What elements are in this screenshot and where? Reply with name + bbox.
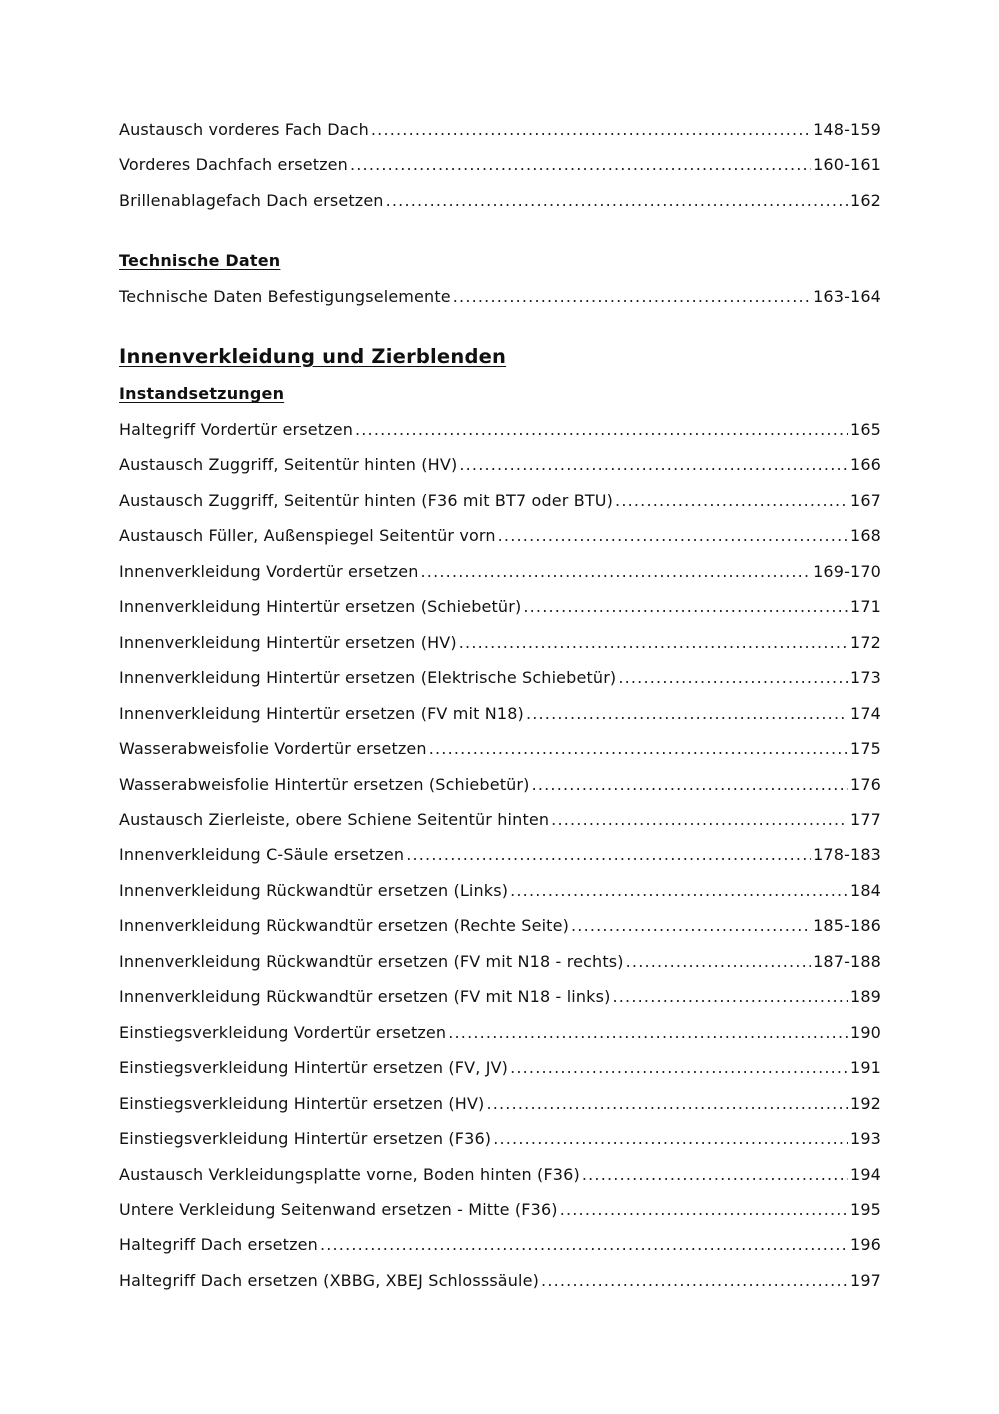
- toc-entry-page: 189: [850, 987, 881, 1007]
- toc-entry[interactable]: [119, 1058, 881, 1078]
- toc-entry-page: 169-170: [813, 561, 881, 581]
- toc-entry[interactable]: [119, 739, 881, 759]
- toc-entry[interactable]: [119, 1094, 881, 1114]
- toc-entry[interactable]: [119, 845, 881, 865]
- toc-leader-dots: [582, 1165, 848, 1185]
- toc-entry-page: 194: [850, 1164, 881, 1184]
- toc-entry[interactable]: [119, 526, 881, 546]
- toc-entry-title: Innenverkleidung Hintertür ersetzen (HV): [119, 632, 457, 652]
- toc-leader-dots: [371, 120, 811, 140]
- toc-leader-dots: [510, 1058, 848, 1078]
- toc-entry-title: Innenverkleidung Hintertür ersetzen (FV mit N18): [119, 703, 524, 723]
- toc-entry[interactable]: [119, 810, 881, 830]
- toc-entry-page: 176: [850, 774, 881, 794]
- toc-leader-dots: [459, 633, 848, 653]
- toc-entry-page: 185-186: [813, 916, 881, 936]
- toc-entry-page: 195: [850, 1199, 881, 1219]
- toc-entry-title: Brillenablagefach Dach ersetzen: [119, 191, 384, 210]
- toc-entry[interactable]: [119, 120, 881, 140]
- toc-entry-title: Austausch Zierleiste, obere Schiene Seitentür hinten: [119, 810, 550, 829]
- toc-entry-page: 184: [850, 880, 881, 900]
- toc-entry[interactable]: [119, 491, 881, 511]
- toc-entry-page: 166: [850, 455, 881, 475]
- toc-entry-title: Wasserabweisfolie Hintertür ersetzen (Schiebetür): [119, 774, 530, 794]
- toc-leader-dots: [486, 1094, 848, 1114]
- toc-entry-page: 165: [850, 420, 881, 439]
- toc-entry-page: 177: [850, 810, 881, 829]
- toc-entry-page: 148-159: [813, 120, 881, 139]
- toc-entry[interactable]: [119, 668, 881, 688]
- toc-entry-page: 175: [850, 739, 881, 758]
- toc-entry[interactable]: [119, 562, 881, 582]
- toc-entry[interactable]: [119, 1235, 881, 1255]
- toc-entry[interactable]: [119, 1165, 881, 1185]
- toc-entry-page: 190: [850, 1022, 881, 1042]
- toc-leader-dots: [448, 1023, 848, 1043]
- chapter-heading: Innenverkleidung und Zierblenden: [119, 345, 507, 368]
- toc-entry[interactable]: [119, 1023, 881, 1043]
- toc-leader-dots: [612, 987, 848, 1007]
- toc-entry-page: 171: [850, 597, 881, 617]
- toc-entry-page: 173: [850, 668, 881, 688]
- toc-entry-title: Innenverkleidung Vordertür ersetzen: [119, 561, 419, 581]
- toc-entry-page: 168: [850, 526, 881, 546]
- toc-entry-title: Einstiegsverkleidung Hintertür ersetzen (HV): [119, 1093, 485, 1113]
- toc-leader-dots: [493, 1129, 848, 1149]
- toc-entry-title: Innenverkleidung C-Säule ersetzen: [119, 845, 405, 865]
- toc-leader-dots: [406, 845, 811, 865]
- toc-leader-dots: [626, 952, 811, 972]
- toc-entry[interactable]: [119, 916, 881, 936]
- section-heading-technische-daten: Technische Daten: [119, 251, 281, 270]
- toc-leader-dots: [421, 562, 812, 582]
- toc-entry-page: 178-183: [813, 845, 881, 865]
- toc-entry-title: Innenverkleidung Rückwandtür ersetzen (Links): [119, 880, 509, 900]
- toc-entry[interactable]: [119, 987, 881, 1007]
- toc-entry[interactable]: [119, 597, 881, 617]
- toc-entry-title: Innenverkleidung Rückwandtür ersetzen (Rechte Seite): [119, 916, 569, 936]
- toc-entry-page: 162: [850, 191, 881, 210]
- toc-entry-title: Innenverkleidung Rückwandtür ersetzen (FV mit N18 - rechts): [119, 951, 624, 971]
- toc-entry[interactable]: [119, 287, 881, 307]
- toc-leader-dots: [386, 191, 848, 211]
- toc-leader-dots: [429, 739, 848, 759]
- toc-entry-title: Innenverkleidung Rückwandtür ersetzen (FV mit N18 - links): [119, 987, 611, 1007]
- toc-entry-title: Austausch Füller, Außenspiegel Seitentür vorn: [119, 526, 496, 546]
- toc-leader-dots: [510, 881, 848, 901]
- toc-entry-title: Einstiegsverkleidung Hintertür ersetzen (F36): [119, 1129, 492, 1148]
- toc-leader-dots: [523, 597, 848, 617]
- toc-leader-dots: [551, 810, 848, 830]
- toc-entry-title: Haltegriff Vordertür ersetzen: [119, 420, 353, 439]
- toc-entry-title: Haltegriff Dach ersetzen: [119, 1235, 318, 1255]
- toc-leader-dots: [498, 526, 848, 546]
- toc-leader-dots: [355, 420, 848, 440]
- toc-leader-dots: [350, 155, 811, 175]
- toc-entry-page: 197: [850, 1270, 881, 1290]
- toc-entry[interactable]: [119, 155, 881, 175]
- toc-entry[interactable]: [119, 1129, 881, 1149]
- toc-entry[interactable]: [119, 420, 881, 440]
- toc-entry-page: 172: [850, 632, 881, 652]
- toc-entry-title: Untere Verkleidung Seitenwand ersetzen - Mitte (F36): [119, 1199, 558, 1219]
- toc-entry-title: Technische Daten Befestigungselemente: [119, 287, 451, 306]
- toc-entry-page: 163-164: [813, 287, 881, 306]
- toc-leader-dots: [571, 916, 811, 936]
- toc-entry[interactable]: [119, 952, 881, 972]
- toc-entry-title: Vorderes Dachfach ersetzen: [119, 155, 348, 174]
- toc-entry-title: Einstiegsverkleidung Hintertür ersetzen (FV, JV): [119, 1058, 509, 1078]
- toc-leader-dots: [560, 1200, 848, 1220]
- toc-entry-page: 192: [850, 1093, 881, 1113]
- toc-entry-title: Austausch Zuggriff, Seitentür hinten (HV): [119, 455, 458, 475]
- section-heading-instandsetzungen: Instandsetzungen: [119, 384, 285, 403]
- toc-entry-page: 187-188: [813, 951, 881, 971]
- toc-entry[interactable]: [119, 191, 881, 211]
- toc-entry[interactable]: [119, 775, 881, 795]
- toc-entry-page: 193: [850, 1129, 881, 1148]
- toc-leader-dots: [615, 491, 848, 511]
- toc-entry-page: 167: [850, 490, 881, 510]
- toc-entry-title: Wasserabweisfolie Vordertür ersetzen: [119, 739, 427, 758]
- toc-leader-dots: [320, 1235, 848, 1255]
- toc-entry-page: 160-161: [813, 155, 881, 174]
- toc-entry[interactable]: [119, 704, 881, 724]
- toc-leader-dots: [618, 668, 848, 688]
- toc-entry-page: 191: [850, 1058, 881, 1078]
- toc-leader-dots: [526, 704, 848, 724]
- toc-entry-title: Innenverkleidung Hintertür ersetzen (Elektrische Schiebetür): [119, 668, 617, 688]
- toc-entry-title: Haltegriff Dach ersetzen (XBBG, XBEJ Schlosssäule): [119, 1270, 540, 1290]
- toc-entry[interactable]: [119, 1271, 881, 1291]
- toc-entry-title: Austausch vorderes Fach Dach: [119, 120, 369, 139]
- toc-entry-title: Austausch Verkleidungsplatte vorne, Boden hinten (F36): [119, 1164, 580, 1184]
- toc-leader-dots: [453, 287, 811, 307]
- toc-entry-page: 174: [850, 703, 881, 723]
- toc-leader-dots: [541, 1271, 848, 1291]
- toc-entry-title: Einstiegsverkleidung Vordertür ersetzen: [119, 1022, 447, 1042]
- toc-entry-title: Innenverkleidung Hintertür ersetzen (Schiebetür): [119, 597, 522, 617]
- toc-entry-page: 196: [850, 1235, 881, 1255]
- toc-entry[interactable]: [119, 633, 881, 653]
- toc-entry[interactable]: [119, 1200, 881, 1220]
- toc-entry-title: Austausch Zuggriff, Seitentür hinten (F36 mit BT7 oder BTU): [119, 490, 614, 510]
- toc-entry[interactable]: [119, 455, 881, 475]
- toc-entry[interactable]: [119, 881, 881, 901]
- toc-leader-dots: [532, 775, 848, 795]
- toc-leader-dots: [459, 455, 848, 475]
